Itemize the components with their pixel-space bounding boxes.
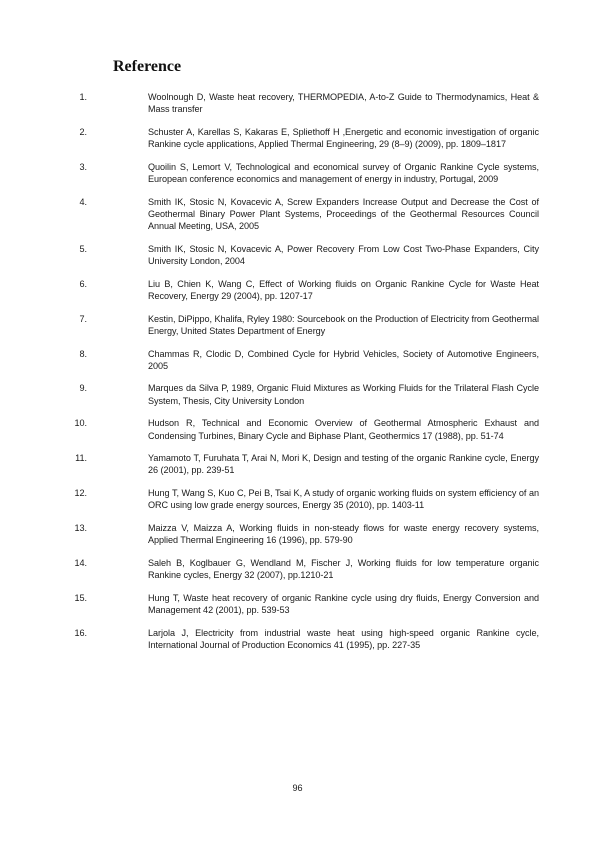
reference-item bbox=[0, 161, 539, 185]
reference-number: 15. bbox=[74, 592, 87, 603]
reference-text: Yamamoto T, Furuhata T, Arai N, Mori K, Design and testing of the organic Rankine cycle, Energy 26 (2001), pp. 239-51 bbox=[148, 453, 539, 476]
reference-item bbox=[0, 196, 539, 233]
reference-text: Smith IK, Stosic N, Kovacevic A, Screw Expanders Increase Output and Decrease the Cost of Geothermal Binary Power Plant Systems, Proceedings of the Geothermal Resources Council Annual Meeting, USA, 2005 bbox=[148, 196, 539, 232]
reference-item bbox=[0, 627, 539, 651]
reference-item bbox=[0, 126, 539, 150]
reference-number: 1. bbox=[79, 92, 87, 102]
reference-text: Kestin, DiPippo, Khalifa, Ryley 1980: Sourcebook on the Production of Electricity from Geothermal Energy, United States Department of Energy bbox=[148, 313, 539, 336]
reference-text: Saleh B, Koglbauer G, Wendland M, Fischer J, Working fluids for low temperature organic Rankine cycles, Energy 32 (2007), pp.1210-21 bbox=[148, 557, 539, 581]
reference-item bbox=[0, 348, 539, 372]
reference-item bbox=[0, 592, 539, 616]
reference-number: 4. bbox=[79, 196, 87, 207]
reference-text: Liu B, Chien K, Wang C, Effect of Working fluids on Organic Rankine Cycle for Waste Heat Recovery, Energy 29 (2004), pp. 1207-17 bbox=[148, 278, 539, 301]
reference-item bbox=[0, 313, 539, 337]
reference-text: Hung T, Waste heat recovery of organic Rankine cycle using dry fluids, Energy Conversion and Management 42 (2001), pp. 539-53 bbox=[148, 592, 539, 616]
reference-number: 8. bbox=[79, 348, 87, 359]
reference-number: 10. bbox=[74, 418, 87, 429]
reference-text: Larjola J, Electricity from industrial waste heat using high-speed organic Rankine cycle, International Journal of Production Economics 41 (1995), pp. 227-35 bbox=[148, 627, 539, 650]
reference-item bbox=[0, 417, 539, 441]
reference-text: Chammas R, Clodic D, Combined Cycle for Hybrid Vehicles, Society of Automotive Engineers, 2005 bbox=[148, 348, 539, 371]
reference-item bbox=[0, 91, 539, 115]
reference-text: Marques da Silva P, 1989, Organic Fluid Mixtures as Working Fluids for the Trilateral Flash Cycle System, Thesis, City University London bbox=[148, 383, 539, 406]
reference-number: 13. bbox=[74, 523, 87, 534]
page-number: 96 bbox=[292, 783, 303, 793]
reference-text: Woolnough D, Waste heat recovery, THERMOPEDIA, A-to-Z Guide to Thermodynamics, Heat & Mass transfer bbox=[148, 92, 539, 115]
reference-number: 3. bbox=[79, 161, 87, 172]
reference-number: 5. bbox=[79, 243, 87, 254]
reference-number: 12. bbox=[74, 488, 87, 499]
reference-item bbox=[0, 382, 539, 406]
reference-number: 6. bbox=[79, 278, 87, 289]
page-title: Reference bbox=[113, 58, 182, 75]
reference-item bbox=[0, 452, 539, 476]
reference-number: 11. bbox=[75, 453, 87, 464]
reference-text: Schuster A, Karellas S, Kakaras E, Spliethoff H ,Energetic and economic investigation of organic Rankine cycle applications, Applied Thermal Engineering, 29 (8–9) (2009), pp. 1809–1817 bbox=[148, 126, 539, 150]
reference-list bbox=[0, 91, 595, 662]
reference-item bbox=[0, 487, 539, 511]
reference-text: Hudson R, Technical and Economic Overview of Geothermal Atmospheric Exhaust and Condensing Turbines, Binary Cycle and Biphase Plant, Geothermics 17 (1988), pp. 51-74 bbox=[148, 418, 539, 441]
reference-number: 7. bbox=[79, 313, 87, 324]
reference-item bbox=[0, 243, 539, 267]
reference-text: Smith IK, Stosic N, Kovacevic A, Power Recovery From Low Cost Two-Phase Expanders, City University London, 2004 bbox=[148, 243, 539, 267]
reference-item bbox=[0, 522, 539, 546]
reference-number: 2. bbox=[79, 126, 87, 137]
reference-item bbox=[0, 557, 539, 581]
reference-number: 14. bbox=[74, 557, 87, 568]
reference-item bbox=[0, 278, 539, 302]
reference-number: 9. bbox=[79, 383, 87, 394]
reference-text: Hung T, Wang S, Kuo C, Pei B, Tsai K, A study of organic working fluids on system efficiency of an ORC using low grade energy sources, Energy 35 (2010), pp. 1403-11 bbox=[148, 488, 539, 511]
reference-text: Quoilin S, Lemort V, Technological and economical survey of Organic Rankine Cycle systems, European conference economics and management of energy in industry, Portugal, 2009 bbox=[148, 161, 539, 185]
reference-text: Maizza V, Maizza A, Working fluids in non-steady flows for waste energy recovery systems, Applied Thermal Engineering 16 (1996), pp. 579-90 bbox=[148, 523, 539, 546]
reference-number: 16. bbox=[74, 627, 87, 638]
